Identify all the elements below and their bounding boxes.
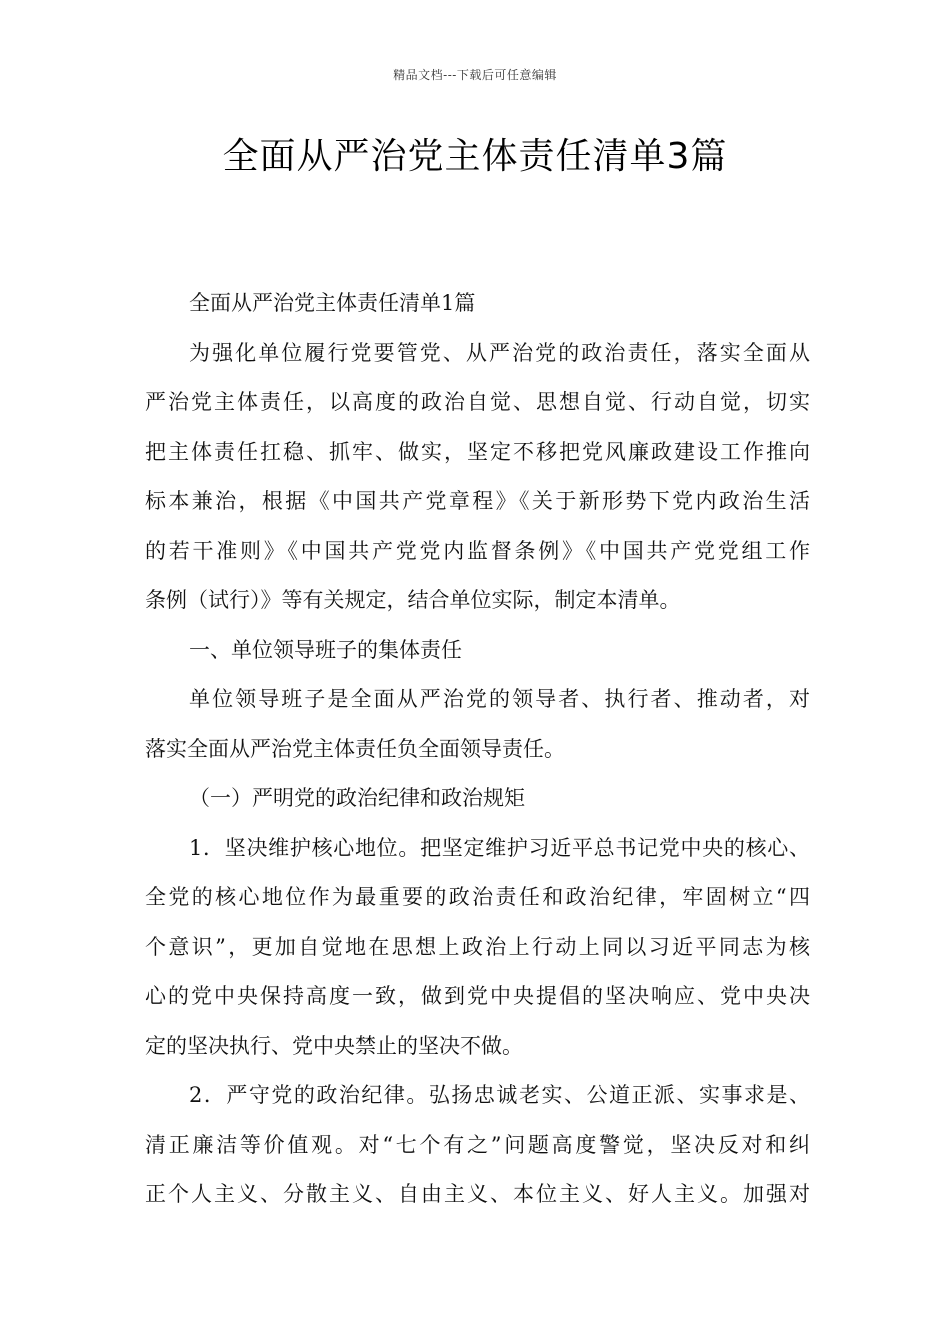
text-line: 心的党中央保持高度一致，做到党中央提倡的坚决响应、党中央决: [145, 984, 810, 1008]
text-line: 全党的核心地位作为最重要的政治责任和政治纪律，牢固树立“四: [145, 885, 810, 909]
text-line: （一）严明党的政治纪律和政治规矩: [189, 786, 525, 810]
text-line: 正个人主义、分散主义、自由主义、本位主义、好人主义。加强对: [145, 1182, 810, 1206]
text-line: 清正廉洁等价值观。对“七个有之”问题高度警觉，坚决反对和纠: [145, 1132, 810, 1157]
section-heading-1: [145, 279, 810, 329]
text-line: 条例（试行）》等有关规定，结合单位实际，制定本清单。: [145, 588, 681, 612]
text-line: 落实全面从严治党主体责任负全面领导责任。: [145, 736, 565, 761]
section-heading-2: [145, 626, 810, 676]
subsection-heading: [145, 774, 810, 824]
text-line: 2．严守党的政治纪律。弘扬忠诚老实、公道正派、实事求是、: [189, 1083, 810, 1107]
intro-paragraph: [145, 329, 810, 626]
item-2-paragraph: [145, 1071, 810, 1220]
text-line: 的若干准则》《中国共产党党内监督条例》《中国共产党党组工作: [145, 538, 810, 563]
document-title: 全面从严治党主体责任清单3篇: [222, 136, 728, 177]
text-line: 1．坚决维护核心地位。把坚定维护习近平总书记党中央的核心、: [189, 835, 810, 860]
text-line: 单位领导班子是全面从严治党的领导者、执行者、推动者，对: [189, 687, 810, 711]
text-line: 为强化单位履行党要管党、从严治党的政治责任，落实全面从: [189, 340, 810, 365]
text-line: 标本兼治，根据《中国共产党章程》《关于新形势下党内政治生活: [145, 489, 810, 513]
header-note: 精品文档---下载后可任意编辑: [393, 68, 557, 82]
item-1-paragraph: [145, 824, 810, 1072]
text-line: 定的坚决执行、党中央禁止的坚决不做。: [145, 1033, 523, 1058]
text-line: 严治党主体责任，以高度的政治自觉、思想自觉、行动自觉，切实: [145, 390, 810, 414]
text-line: 把主体责任扛稳、抓牢、做实，坚定不移把党风廉政建设工作推向: [145, 439, 810, 464]
document-body: [145, 279, 810, 1220]
collective-responsibility-paragraph: [145, 675, 810, 774]
text-line: 一、单位领导班子的集体责任: [189, 637, 462, 662]
text-line: 全面从严治党主体责任清单1篇: [189, 291, 476, 315]
text-line: 个意识”，更加自觉地在思想上政治上行动上同以习近平同志为核: [145, 934, 810, 959]
